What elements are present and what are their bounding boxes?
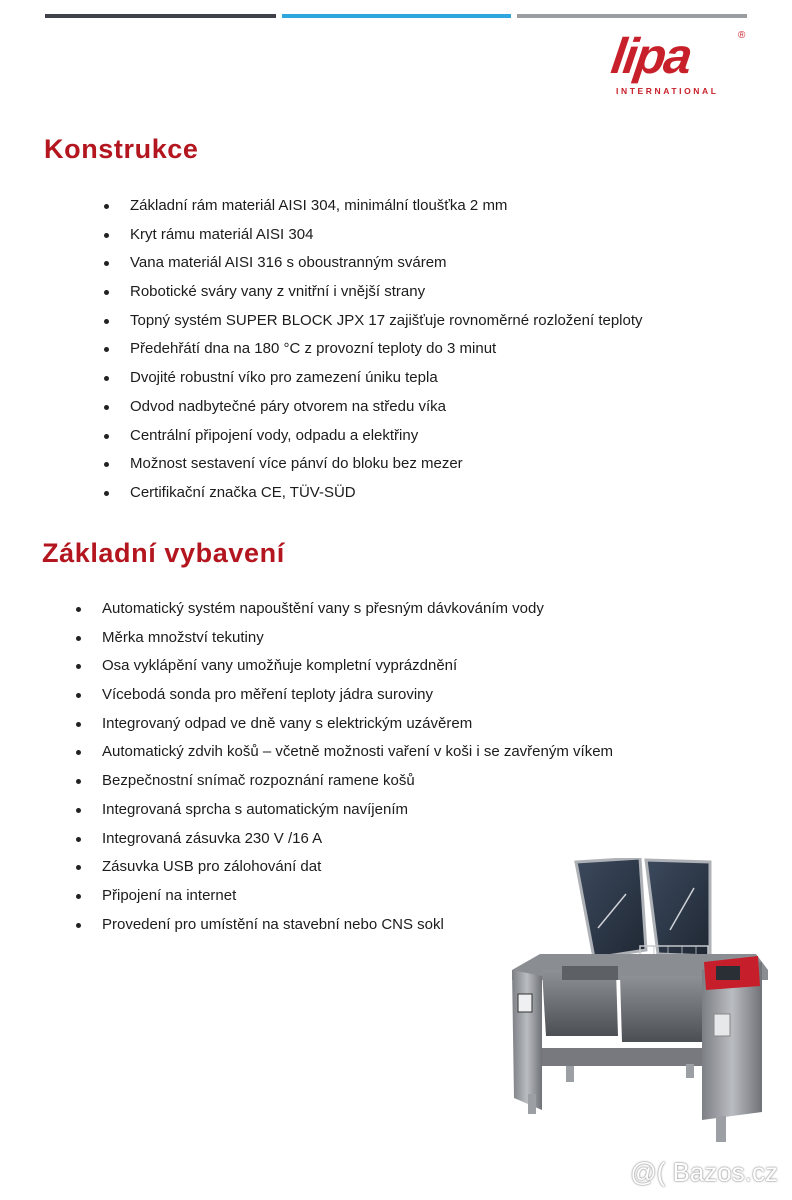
leg bbox=[686, 1064, 694, 1078]
list-item bbox=[100, 450, 643, 479]
list-item bbox=[72, 796, 613, 825]
list-item-text: Dvojité robustní víko pro zamezení úniku tepla bbox=[130, 369, 438, 387]
list-item-text: Automatický systém napouštění vany s přesným dávkováním vody bbox=[102, 600, 544, 617]
socket-panel-right bbox=[714, 1014, 730, 1036]
bullet-icon bbox=[104, 347, 109, 352]
bullet-icon bbox=[76, 664, 81, 669]
bullet-icon bbox=[76, 923, 81, 928]
list-item-text: Měrka množství tekutiny bbox=[102, 628, 264, 646]
list-item bbox=[100, 393, 643, 422]
right-lid bbox=[646, 860, 710, 956]
bullet-icon bbox=[104, 204, 109, 209]
bullet-icon bbox=[76, 722, 81, 727]
list-item-text: Kryt rámu materiál AISI 304 bbox=[130, 225, 314, 243]
bullet-icon bbox=[76, 808, 81, 813]
list-item bbox=[100, 335, 643, 364]
list-item bbox=[100, 249, 643, 278]
list-item-text: Robotické sváry vany z vnitřní i vnější strany bbox=[130, 283, 426, 301]
list-item-text: Vícebodá sonda pro měření teploty jádra suroviny bbox=[102, 686, 434, 704]
left-column bbox=[512, 970, 542, 1110]
list-item-text: Topný systém SUPER BLOCK JPX 17 zajišťuje rovnoměrné rozložení teploty bbox=[130, 311, 643, 329]
list-item-text: Bezpečnostní snímač rozpoznání ramene košů bbox=[102, 772, 415, 790]
bullet-icon bbox=[76, 837, 81, 842]
bullet-icon bbox=[104, 434, 109, 439]
list-item bbox=[100, 221, 643, 250]
brand-subtitle: INTERNATIONAL bbox=[616, 86, 719, 96]
list-item bbox=[100, 479, 643, 508]
bullet-icon bbox=[76, 750, 81, 755]
bullet-icon bbox=[104, 261, 109, 266]
top-bar-gray bbox=[517, 14, 747, 18]
list-item-text: Základní rám materiál AISI 304, minimální tloušťka 2 mm bbox=[130, 197, 508, 214]
bullet-icon bbox=[104, 290, 109, 295]
top-bar-dark bbox=[45, 14, 276, 18]
section-title-konstrukce: Konstrukce bbox=[44, 134, 199, 164]
brand-registered-mark: ® bbox=[738, 30, 746, 41]
list-item-text: Osa vyklápění vany umožňuje kompletní vyprázdnění bbox=[102, 657, 458, 675]
list-item-text: Vana materiál AISI 316 s oboustranným svárem bbox=[130, 254, 447, 272]
list-item-text: Odvod nadbytečné páry otvorem na středu víka bbox=[130, 397, 447, 415]
list-item-text: Automatický zdvih košů – včetně možnosti vaření v koši i se zavřeným víkem bbox=[102, 743, 614, 761]
list-item-text: Integrovaný odpad ve dně vany s elektrickým uzávěrem bbox=[102, 714, 473, 732]
brand-logo-word: lipa bbox=[608, 28, 695, 84]
top-bar-blue bbox=[282, 14, 511, 18]
bullet-icon bbox=[76, 636, 81, 641]
bullet-icon bbox=[76, 607, 81, 612]
bullet-icon bbox=[76, 865, 81, 870]
list-item-text: Možnost sestavení více pánví do bloku bez mezer bbox=[130, 455, 463, 473]
list-item bbox=[100, 307, 643, 336]
socket-panel bbox=[518, 994, 532, 1012]
leg bbox=[566, 1066, 574, 1082]
list-item bbox=[72, 767, 613, 796]
section-title-zakladni-vybaveni: Základní vybavení bbox=[42, 538, 285, 568]
left-lid bbox=[576, 858, 646, 958]
list-item-text: Předehřátí dna na 180 °C z provozní teploty do 3 minut bbox=[130, 340, 497, 358]
konstrukce-list bbox=[100, 192, 643, 508]
tilting-pan-product-image bbox=[506, 858, 776, 1148]
watermark-text: @( Bazos.cz bbox=[630, 1157, 778, 1187]
bullet-icon bbox=[76, 894, 81, 899]
bullet-icon bbox=[104, 319, 109, 324]
bullet-icon bbox=[104, 376, 109, 381]
list-item bbox=[100, 278, 643, 307]
list-item bbox=[100, 364, 643, 393]
brand-logo bbox=[608, 28, 752, 98]
list-item bbox=[72, 681, 613, 710]
list-item-text: Provedení pro umístění na stavební nebo CNS sokl bbox=[102, 915, 444, 933]
bullet-icon bbox=[76, 693, 81, 698]
bullet-icon bbox=[104, 405, 109, 410]
list-item bbox=[72, 652, 613, 681]
list-item bbox=[72, 710, 613, 739]
bullet-icon bbox=[104, 233, 109, 238]
list-item-text: Centrální připojení vody, odpadu a elektřiny bbox=[130, 426, 419, 444]
list-item bbox=[72, 825, 613, 854]
bullet-icon bbox=[104, 462, 109, 467]
bullet-icon bbox=[104, 491, 109, 496]
list-item bbox=[100, 192, 643, 221]
list-item-text: Zásuvka USB pro zálohování dat bbox=[102, 858, 322, 876]
leg bbox=[528, 1094, 536, 1114]
list-item bbox=[72, 624, 613, 653]
list-item-text: Certifikační značka CE, TÜV-SÜD bbox=[130, 483, 356, 501]
bullet-icon bbox=[76, 779, 81, 784]
leg bbox=[716, 1116, 726, 1142]
right-vat bbox=[620, 976, 702, 1042]
list-item bbox=[72, 595, 613, 624]
list-item-text: Připojení na internet bbox=[102, 886, 237, 904]
list-item bbox=[72, 738, 613, 767]
list-item-text: Integrovaná zásuvka 230 V /16 A bbox=[102, 829, 323, 847]
list-item bbox=[100, 422, 643, 451]
list-item-text: Integrovaná sprcha s automatickým navíjením bbox=[102, 800, 408, 818]
